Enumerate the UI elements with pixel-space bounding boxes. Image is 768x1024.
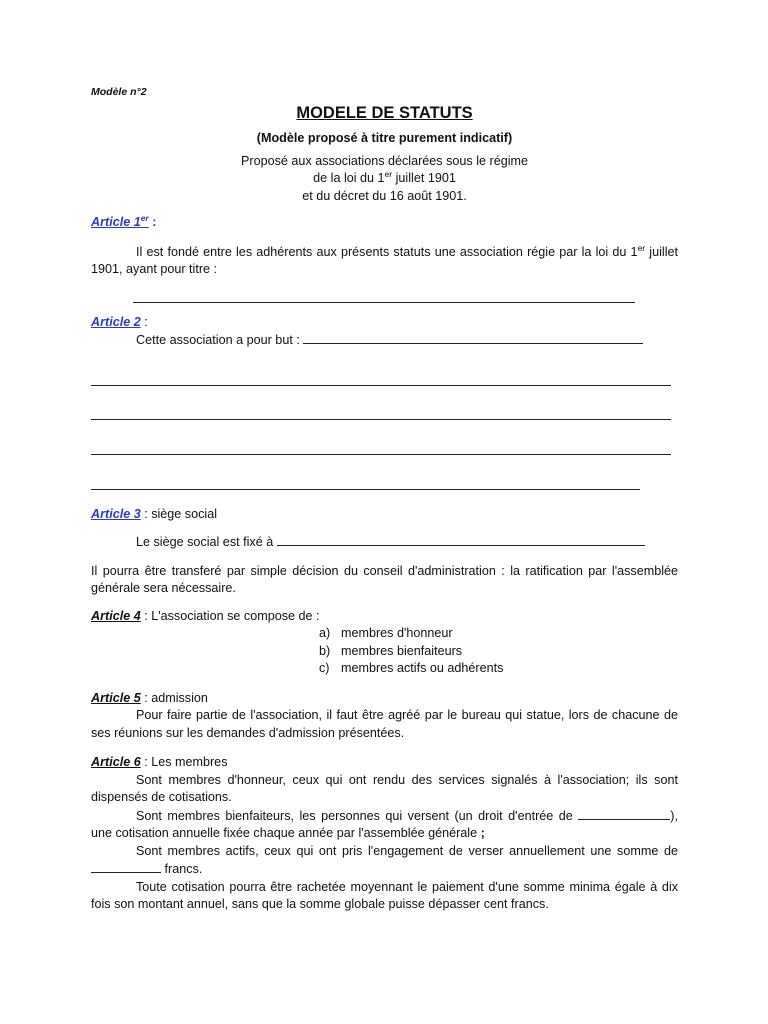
article-2-purpose-blank[interactable] [303,331,643,344]
list-item-text: membres actifs ou adhérents [341,661,504,675]
article-1-text-a: Il est fondé entre les adhérents aux présents statuts une association régie par la loi du 1 [136,244,638,259]
article-4-heading [91,608,678,626]
list-item-marker: b) [319,643,331,658]
article-2-purpose-label: Cette association a pour but : [136,333,304,347]
article-1-label-text: Article 1 [91,215,141,229]
list-item-marker: c) [319,661,330,675]
article-4-label: Article 4 [91,608,141,623]
article-5-heading [91,690,678,708]
article-1-text-sup: er [637,242,646,253]
intro-line-2 [91,170,678,188]
article-5-label-suffix: : admission [140,690,208,705]
article-6-benefactor-text-c: ; [480,826,485,840]
model-reference: Modèle n°2 [91,86,147,98]
article-1-text-b: juillet 1901, ayant pour titre : [91,244,678,276]
article-2-line-1[interactable] [91,373,671,386]
article-6-benefactor-text-b: ), une cotisation annuelle fixée chaque année par l'assemblée générale [91,808,678,840]
article-2-line-3[interactable] [91,442,671,455]
article-2-line-4[interactable] [91,477,640,490]
article-6-heading [91,754,678,772]
article-2-label-suffix: : [140,314,148,329]
article-1-text [91,244,678,279]
article-1-heading [91,214,678,232]
article-3-label[interactable]: Article 3 [91,506,141,521]
article-3-text [91,533,678,552]
article-5-text: Pour faire partie de l'association, il faut être agréé par le bureau qui statue, lors de chacune de ses réunions sur les demandes d'admission présentées. [91,708,678,740]
article-6-cotisation-buyback: Toute cotisation pourra être rachetée moyennant le paiement d'une somme minima égale à dix fois son montant annuel, sans que la somme globale puisse dépasser cent francs. [91,879,678,911]
article-4-member-list [91,625,678,678]
article-2-heading [91,314,678,332]
article-1-label-suffix: : [148,215,157,229]
article-3-seat-label: Le siège social est fixé à [136,535,277,549]
document-title: MODELE DE STATUTS [296,104,473,122]
article-6-label-suffix: : Les membres [140,755,228,769]
article-3-heading [91,506,678,524]
annual-sum-blank[interactable] [91,860,161,873]
list-item-marker: a) [319,626,331,640]
list-item [319,660,678,678]
list-item [319,643,678,661]
article-6-active-text-a: Sont membres actifs, ceux qui ont pris l'engagement de verser annuellement une somme de [136,843,678,858]
document-subtitle: (Modèle proposé à titre purement indicatif) [256,131,513,145]
article-6-benefactor-text-a: Sont membres bienfaiteurs, les personnes qui versent (un droit d'entrée de [136,808,579,823]
entry-fee-blank[interactable] [578,807,670,820]
article-6-label: Article 6 [91,755,141,769]
article-6-active-members [91,843,678,879]
list-item-text: membres bienfaiteurs [341,643,463,658]
article-6-active-text-b: francs. [161,862,203,876]
intro-line-2-end: juillet 1901 [392,171,456,185]
article-2-line-2[interactable] [91,407,671,420]
article-3-transfer: Il pourra être transferé par simple décision du conseil d'administration : la ratification par l'assemblée générale sera nécessaire. [91,563,678,595]
document-page [91,84,678,914]
article-1-title-line[interactable] [133,290,635,303]
article-4-label-suffix: : L'association se compose de : [140,608,320,623]
article-6-honor-members: Sont membres d'honneur, ceux qui ont rendu des services signalés à l'association; ils sont dispensés de cotisations. [91,772,678,804]
article-5-label: Article 5 [91,690,141,705]
article-2-label[interactable]: Article 2 [91,314,141,329]
intro-line-3: et du décret du 16 août 1901. [302,188,467,203]
intro-line-1: Proposé aux associations déclarées sous le régime [240,153,528,168]
article-3-seat-blank[interactable] [277,533,645,546]
article-1-label-sup: er [140,212,149,223]
intro-line-2-text: de la loi du 1 [313,171,385,185]
article-2-text [91,331,678,350]
article-3-label-suffix: : siège social [140,506,218,521]
list-item [319,625,678,643]
list-item-text: membres d'honneur [341,626,453,640]
article-6-benefactor-members [91,807,678,843]
article-1-label[interactable] [91,212,149,229]
intro-line-2-sup: er [384,168,393,179]
